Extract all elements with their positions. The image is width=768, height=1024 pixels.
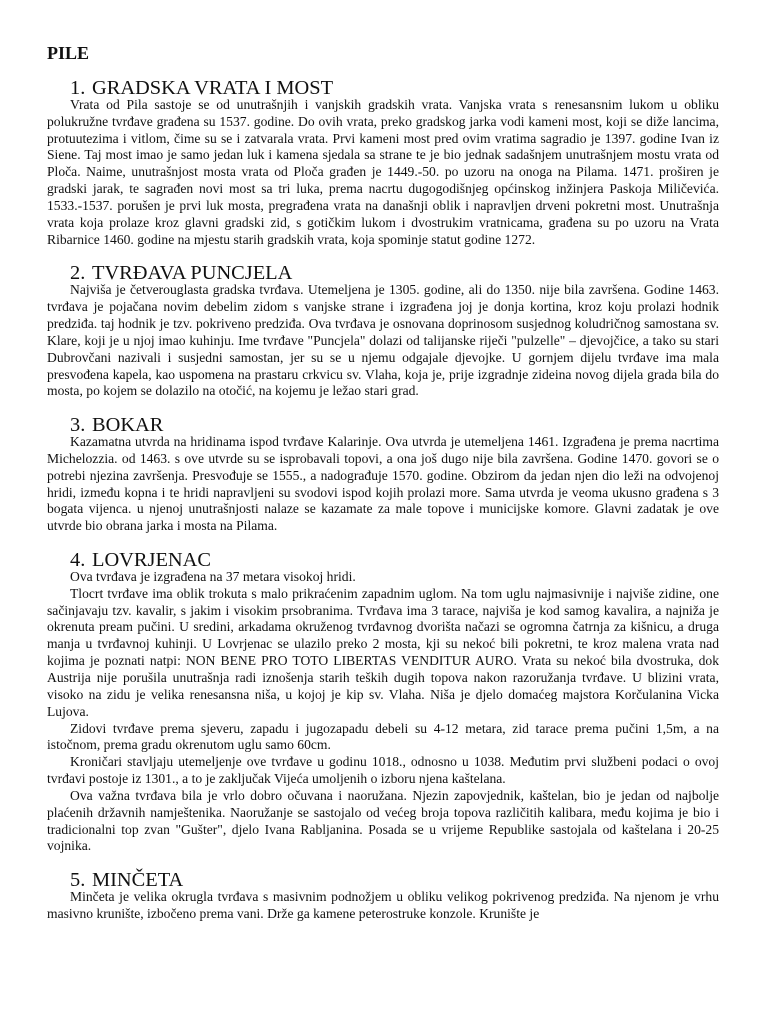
paragraph: Vrata od Pila sastoje se od unutrašnjih i vanjskih gradskih vrata. Vanjska vrata s renesansnim lukom u obliku polukružne tvrđave građena su 1537. godine. Do ovih vrata, preko gradskog jarka vodi kameni most, koji se diže lancima, protuutezima i vitlom, čime su se i zatvarala vrata. Prvi kameni most pred ovim vratima sagradio je 1397. godine Ivan iz Siene. Taj most imao je samo jedan luk i kamena sjedala sa strane te je bio jednak sadašnjem unutrašnjem mostu vrata od Ploča. Naime, unutrašnjost mosta vrata od Ploča građen je 1449.-50. po uzoru na onoga na Pilama. 1471. proširen je gradski jarak, te sagrađen novi most sa tri luka, prema nacrtu dugogodišnjeg općinskog inžinjera Paskoja Miličevića. 1533.-1537. porušen je prvi luk mosta, pregrađena vrata na današnji oblik i napravljen drveni pokretni most. Unutrašnja vrata koja prolaze kroz glavni gradski zid, s gotičkim lukom i dvostrukim vratnicama, građena su po uzoru na Vrata Ribarnice 1460. godine na mjestu starih gradskih vrata, koja spominje statut godine 1272. (47, 96, 719, 247)
section-bokar (47, 414, 719, 535)
paragraph: Najviša je četverouglasta gradska tvrđava. Utemeljena je 1305. godine, ali do 1350. nije bila završena. Godine 1463. tvrđava je pojačana novim debelim zidom s vanjske strane i izgrađena joj je donja kortina, kroz koju prolazi hodnik predziđa. taj hodnik je tzv. pokriveno predziđa. Ova tvrđava je osnovana doprinosom susjednog koludričnog samostana sv. Klare, koji je u njoj imao kuhinju. Ime tvrđave "Puncjela" dolazi od talijanske riječi "pulzelle" – djevojčice, a tako su stari Dubrovčani nazivali i susjedni samostan, jer su se u njemu odgajale djevojke. U gornjem dijelu tvrđave ima mala presvođena kapela, kao uspomena na prastaru crkvicu sv. Vlaha, koja je, prije izgradnje zideina novog dijela grada bila do mosta, po kojem se dolazilo na otočić, na kojemu je ležao stari grad. (47, 282, 719, 399)
section-number: 5. (70, 869, 86, 892)
document-title: PILE (47, 43, 90, 63)
paragraph: Kroničari stavljaju utemeljenje ove tvrđave u godinu 1018., odnosno u 1038. Međutim prvi službeni podaci o ovoj tvrđavi postoje iz 1301., a to je zaključak Vijeća umoljenih o izboru njena kaštelana. (47, 754, 719, 787)
document-page (47, 42, 719, 940)
paragraph: Kazamatna utvrda na hridinama ispod tvrđave Kalarinje. Ova utvrda je utemeljena 1461. Izgrađena je prema nacrtima Michelozzia. od 1463. s ove utvrde su se isprobavali topovi, a ona još dugo nije bila završena. Godine 1470. govori se o potrebi njezina završenja. Presvođuje se 1555., a nadograđuje 1570. godine. Obzirom da jedan njen dio leži na odvojenoj hridi, između kopna i te hridi napravljeni su svodovi ispod kojih prolazi more. Sama utvrda je veoma ukusno građena s 3 bogata vijenca. u njenoj unutrašnjosti nalaze se kazamate za male topove i municijske komore. Glavni zadatak je ove utvrde bio obrana jarka i mosta na Pilama. (47, 434, 719, 534)
section-lovrjenac (47, 549, 719, 855)
section-tvrdava-puncjela (47, 262, 719, 400)
section-title: BOKAR (92, 414, 164, 437)
section-heading (47, 262, 719, 285)
section-gradska-vrata (47, 77, 719, 248)
section-heading (47, 77, 719, 99)
paragraph: Ova važna tvrđava bila je vrlo dobro očuvana i naoružana. Njezin zapovjednik, kaštelan, bio je jedan od najbolje plaćenih državnih namještenika. Naoružanje se sastojalo od većeg broja topova različitih kalibara, među kojima je bio i tradicionalni top zvan "Gušter", djelo Ivana Rabljanina. Posada se u vrijeme Republike sastojala od kaštelana i 20-25 vojnika. (47, 787, 719, 854)
section-heading (47, 869, 719, 892)
section-number: 2. (70, 262, 86, 285)
section-heading (47, 414, 719, 437)
section-number: 4. (70, 549, 86, 572)
section-title: LOVRJENAC (92, 549, 211, 572)
paragraph: Minčeta je velika okrugla tvrđava s masivnim podnožjem u obliku velikog pokrivenog predziđa. Na njenom je vrhu masivno krunište, izbočeno prema vani. Drže ga kamene peterostruke konzole. Krunište je (47, 889, 719, 921)
section-number: 3. (70, 414, 86, 437)
paragraph: Tlocrt tvrđave ima oblik trokuta s malo prikraćenim zapadnim uglom. Na tom uglu najmasivnije i najviše zidine, one sačinjavaju tzv. kavalir, s jakim i visokim prsobranima. Tvrđava ima 3 tarace, najviša je kod samog kavalira, a najniža je okrenuta pream pučini. U sredini, arkadama okruženog tvrđavnog dvorišta načazi se ogromna čatrnja za kišnicu, a druga manja u tvrđavnoj kuhinji. U Lovrjenac se ulazilo preko 2 mosta, kji su nekoć bili pokretni, te kroz malena vrata nad kojima je poznati natpi: NON BENE PRO TOTO LIBERTAS VENDITUR AURO. Vrata su nekoć bila dvostruka, dok Austrija nije porušila unutrašnja radi iznošenja starih teških dugih topova nakon razoružanja tvrđave. U blizini vrata, visoko na zidu je velika renesansna niša, u kojoj je kip sv. Vlaha. Niša je djelo domaćeg majstora Korčulanina Vicka Lujova. (47, 585, 719, 719)
section-number: 1. (70, 77, 86, 99)
section-title: TVRĐAVA PUNCJELA (92, 262, 293, 285)
section-title: MINČETA (92, 869, 184, 892)
paragraph: Zidovi tvrđave prema sjeveru, zapadu i jugozapadu debeli su 4-12 metara, zid tarace prema pučini 1,5m, a na istočnom, prema gradu okrenutom uglu samo 60cm. (47, 720, 719, 753)
section-heading (47, 549, 719, 572)
section-title: GRADSKA VRATA I MOST (92, 77, 334, 99)
section-minceta (47, 869, 719, 923)
paragraph: Ova tvrđava je izgrađena na 37 metara visokoj hridi. (70, 568, 356, 584)
